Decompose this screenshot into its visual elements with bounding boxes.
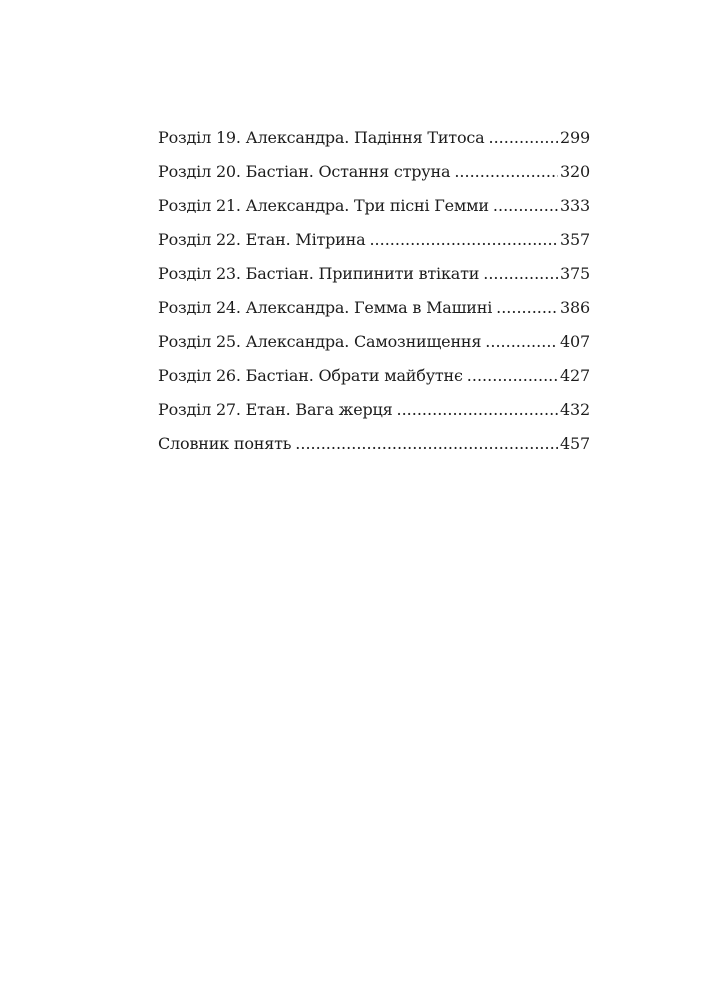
toc-entry [158, 128, 590, 162]
toc-entry-page: 320 [560, 162, 590, 181]
toc-dot-leader [496, 298, 558, 317]
toc-entry-title: Розділ 24. Александра. Гемма в Машині [158, 298, 493, 317]
toc-entry-page: 457 [560, 434, 590, 453]
toc-entry-page: 407 [560, 332, 590, 351]
toc-entry-page: 299 [560, 128, 590, 147]
toc-dot-leader [485, 332, 558, 351]
toc-dot-leader [483, 264, 558, 283]
toc-entry [158, 298, 590, 332]
toc-entry-page: 375 [560, 264, 590, 283]
toc-dot-leader [369, 230, 558, 249]
toc-entry [158, 230, 590, 264]
toc-entry-page: 357 [560, 230, 590, 249]
toc-entry-title: Розділ 20. Бастіан. Остання струна [158, 162, 451, 181]
toc-entry [158, 162, 590, 196]
toc-dot-leader [295, 434, 558, 453]
toc-entry [158, 264, 590, 298]
toc-dot-leader [454, 162, 558, 181]
toc-entry-title: Розділ 19. Александра. Падіння Титоса [158, 128, 485, 147]
toc-entry [158, 434, 590, 468]
toc-dot-leader [467, 366, 558, 385]
toc-entry-title: Розділ 23. Бастіан. Припинити втікати [158, 264, 480, 283]
toc-entry [158, 332, 590, 366]
toc-dot-leader [397, 400, 559, 419]
toc-entry-title: Розділ 21. Александра. Три пісні Гемми [158, 196, 489, 215]
toc-entry-title: Словник понять [158, 434, 292, 453]
toc-entry-title: Розділ 27. Етан. Вага жерця [158, 400, 393, 419]
table-of-contents [158, 128, 590, 468]
toc-dot-leader [488, 128, 558, 147]
toc-entry [158, 366, 590, 400]
toc-entry [158, 400, 590, 434]
toc-entry-title: Розділ 26. Бастіан. Обрати майбутнє [158, 366, 463, 385]
toc-entry-page: 432 [560, 400, 590, 419]
toc-entry-page: 333 [560, 196, 590, 215]
toc-dot-leader [493, 196, 558, 215]
toc-entry-page: 427 [560, 366, 590, 385]
toc-entry-title: Розділ 25. Александра. Самознищення [158, 332, 482, 351]
toc-entry [158, 196, 590, 230]
toc-entry-title: Розділ 22. Етан. Мітрина [158, 230, 366, 249]
toc-entry-page: 386 [560, 298, 590, 317]
